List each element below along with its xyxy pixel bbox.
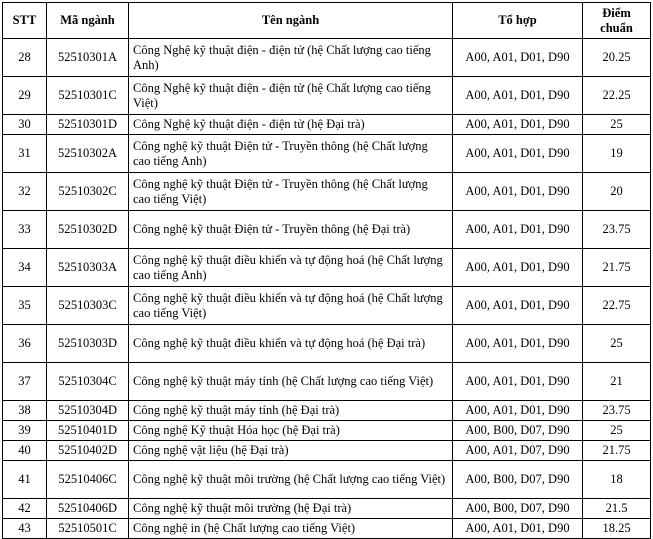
row-code: 52510406D <box>47 499 129 519</box>
table-row <box>3 287 651 325</box>
row-score: 25 <box>583 421 651 441</box>
row-code: 52510304C <box>47 363 129 401</box>
row-stt: 40 <box>3 441 47 461</box>
row-code: 52510303A <box>47 249 129 287</box>
row-name: Công nghệ kỹ thuật môi trường (hệ Chất lượng cao tiếng Việt) <box>129 461 453 499</box>
table-row <box>3 421 651 441</box>
row-code: 52510301D <box>47 115 129 135</box>
table-row <box>3 249 651 287</box>
row-score: 18.25 <box>583 519 651 539</box>
row-name: Công nghệ kỹ thuật máy tính (hệ Chất lượng cao tiếng Việt) <box>129 363 453 401</box>
row-stt: 39 <box>3 421 47 441</box>
row-combo: A00, A01, D01, D90 <box>453 115 583 135</box>
row-stt: 41 <box>3 461 47 499</box>
row-score: 21.75 <box>583 441 651 461</box>
row-score: 21.75 <box>583 249 651 287</box>
row-name: Công nghệ Kỹ thuật Hóa học (hệ Đại trà) <box>129 421 453 441</box>
row-combo: A00, A01, D07, D90 <box>453 441 583 461</box>
row-score: 22.25 <box>583 77 651 115</box>
row-code: 52510401D <box>47 421 129 441</box>
row-score: 25 <box>583 325 651 363</box>
table-row <box>3 173 651 211</box>
row-name: Công nghệ kỹ thuật Điện tử - Truyền thông (hệ Đại trà) <box>129 211 453 249</box>
row-combo: A00, A01, D01, D90 <box>453 135 583 173</box>
table-row <box>3 441 651 461</box>
header-combo: Tổ hợp <box>453 3 583 39</box>
row-score: 20 <box>583 173 651 211</box>
row-combo: A00, A01, D01, D90 <box>453 363 583 401</box>
row-name: Công nghệ in (hệ Chất lượng cao tiếng Việt) <box>129 519 453 539</box>
header-code: Mã ngành <box>47 3 129 39</box>
row-stt: 29 <box>3 77 47 115</box>
row-score: 18 <box>583 461 651 499</box>
table-row <box>3 401 651 421</box>
table-row <box>3 115 651 135</box>
row-code: 52510302A <box>47 135 129 173</box>
row-code: 52510301A <box>47 39 129 77</box>
row-name: Công Nghệ kỹ thuật điện - điện tử (hệ Đại trà) <box>129 115 453 135</box>
row-name: Công nghệ kỹ thuật Điện tử - Truyền thông (hệ Chất lượng cao tiếng Anh) <box>129 135 453 173</box>
row-stt: 43 <box>3 519 47 539</box>
table-row <box>3 135 651 173</box>
row-combo: A00, A01, D01, D90 <box>453 401 583 421</box>
table-row <box>3 325 651 363</box>
row-name: Công nghệ kỹ thuật điều khiển và tự động hoá (hệ Đại trà) <box>129 325 453 363</box>
row-score: 21.5 <box>583 499 651 519</box>
table-row <box>3 519 651 539</box>
row-name: Công Nghệ kỹ thuật điện - điện tử (hệ Chất lượng cao tiếng Anh) <box>129 39 453 77</box>
table-row <box>3 77 651 115</box>
row-combo: A00, A01, D01, D90 <box>453 325 583 363</box>
row-stt: 30 <box>3 115 47 135</box>
row-score: 23.75 <box>583 211 651 249</box>
row-score: 23.75 <box>583 401 651 421</box>
row-score: 21 <box>583 363 651 401</box>
row-name: Công nghệ kỹ thuật môi trường (hệ Đại trà) <box>129 499 453 519</box>
row-stt: 32 <box>3 173 47 211</box>
table-row <box>3 499 651 519</box>
row-combo: A00, A01, D01, D90 <box>453 287 583 325</box>
row-code: 52510301C <box>47 77 129 115</box>
row-code: 52510406C <box>47 461 129 499</box>
row-name: Công nghệ kỹ thuật Điện tử - Truyền thông (hệ Chất lượng cao tiếng Việt) <box>129 173 453 211</box>
row-stt: 34 <box>3 249 47 287</box>
row-combo: A00, A01, D01, D90 <box>453 173 583 211</box>
row-stt: 36 <box>3 325 47 363</box>
row-code: 52510302D <box>47 211 129 249</box>
row-combo: A00, A01, D01, D90 <box>453 249 583 287</box>
row-score: 22.75 <box>583 287 651 325</box>
row-name: Công nghệ kỹ thuật máy tính (hệ Đại trà) <box>129 401 453 421</box>
row-code: 52510302C <box>47 173 129 211</box>
row-code: 52510303C <box>47 287 129 325</box>
row-stt: 38 <box>3 401 47 421</box>
table-body <box>3 39 651 539</box>
row-stt: 33 <box>3 211 47 249</box>
row-stt: 37 <box>3 363 47 401</box>
row-score: 19 <box>583 135 651 173</box>
table-row <box>3 461 651 499</box>
row-code: 52510501C <box>47 519 129 539</box>
row-stt: 35 <box>3 287 47 325</box>
row-name: Công Nghệ kỹ thuật điện - điện tử (hệ Chất lượng cao tiếng Việt) <box>129 77 453 115</box>
row-combo: A00, A01, D01, D90 <box>453 77 583 115</box>
row-combo: A00, A01, D01, D90 <box>453 39 583 77</box>
row-stt: 31 <box>3 135 47 173</box>
row-combo: A00, B00, D07, D90 <box>453 499 583 519</box>
header-score: Điểm chuẩn <box>583 3 651 39</box>
row-combo: A00, B00, D07, D90 <box>453 421 583 441</box>
table-row <box>3 363 651 401</box>
header-name: Tên ngành <box>129 3 453 39</box>
row-code: 52510304D <box>47 401 129 421</box>
table-row <box>3 211 651 249</box>
row-score: 20.25 <box>583 39 651 77</box>
row-name: Công nghệ vật liệu (hệ Đại trà) <box>129 441 453 461</box>
row-stt: 42 <box>3 499 47 519</box>
admission-score-table <box>2 2 651 539</box>
row-name: Công nghệ kỹ thuật điều khiển và tự động hoá (hệ Chất lượng cao tiếng Anh) <box>129 249 453 287</box>
row-name: Công nghệ kỹ thuật điều khiển và tự động hoá (hệ Chất lượng cao tiếng Việt) <box>129 287 453 325</box>
row-code: 52510303D <box>47 325 129 363</box>
table-header-row <box>3 3 651 39</box>
row-stt: 28 <box>3 39 47 77</box>
header-stt: STT <box>3 3 47 39</box>
table-row <box>3 39 651 77</box>
row-code: 52510402D <box>47 441 129 461</box>
row-combo: A00, A01, D01, D90 <box>453 211 583 249</box>
row-combo: A00, B00, D07, D90 <box>453 461 583 499</box>
row-combo: A00, A01, D01, D90 <box>453 519 583 539</box>
row-score: 25 <box>583 115 651 135</box>
